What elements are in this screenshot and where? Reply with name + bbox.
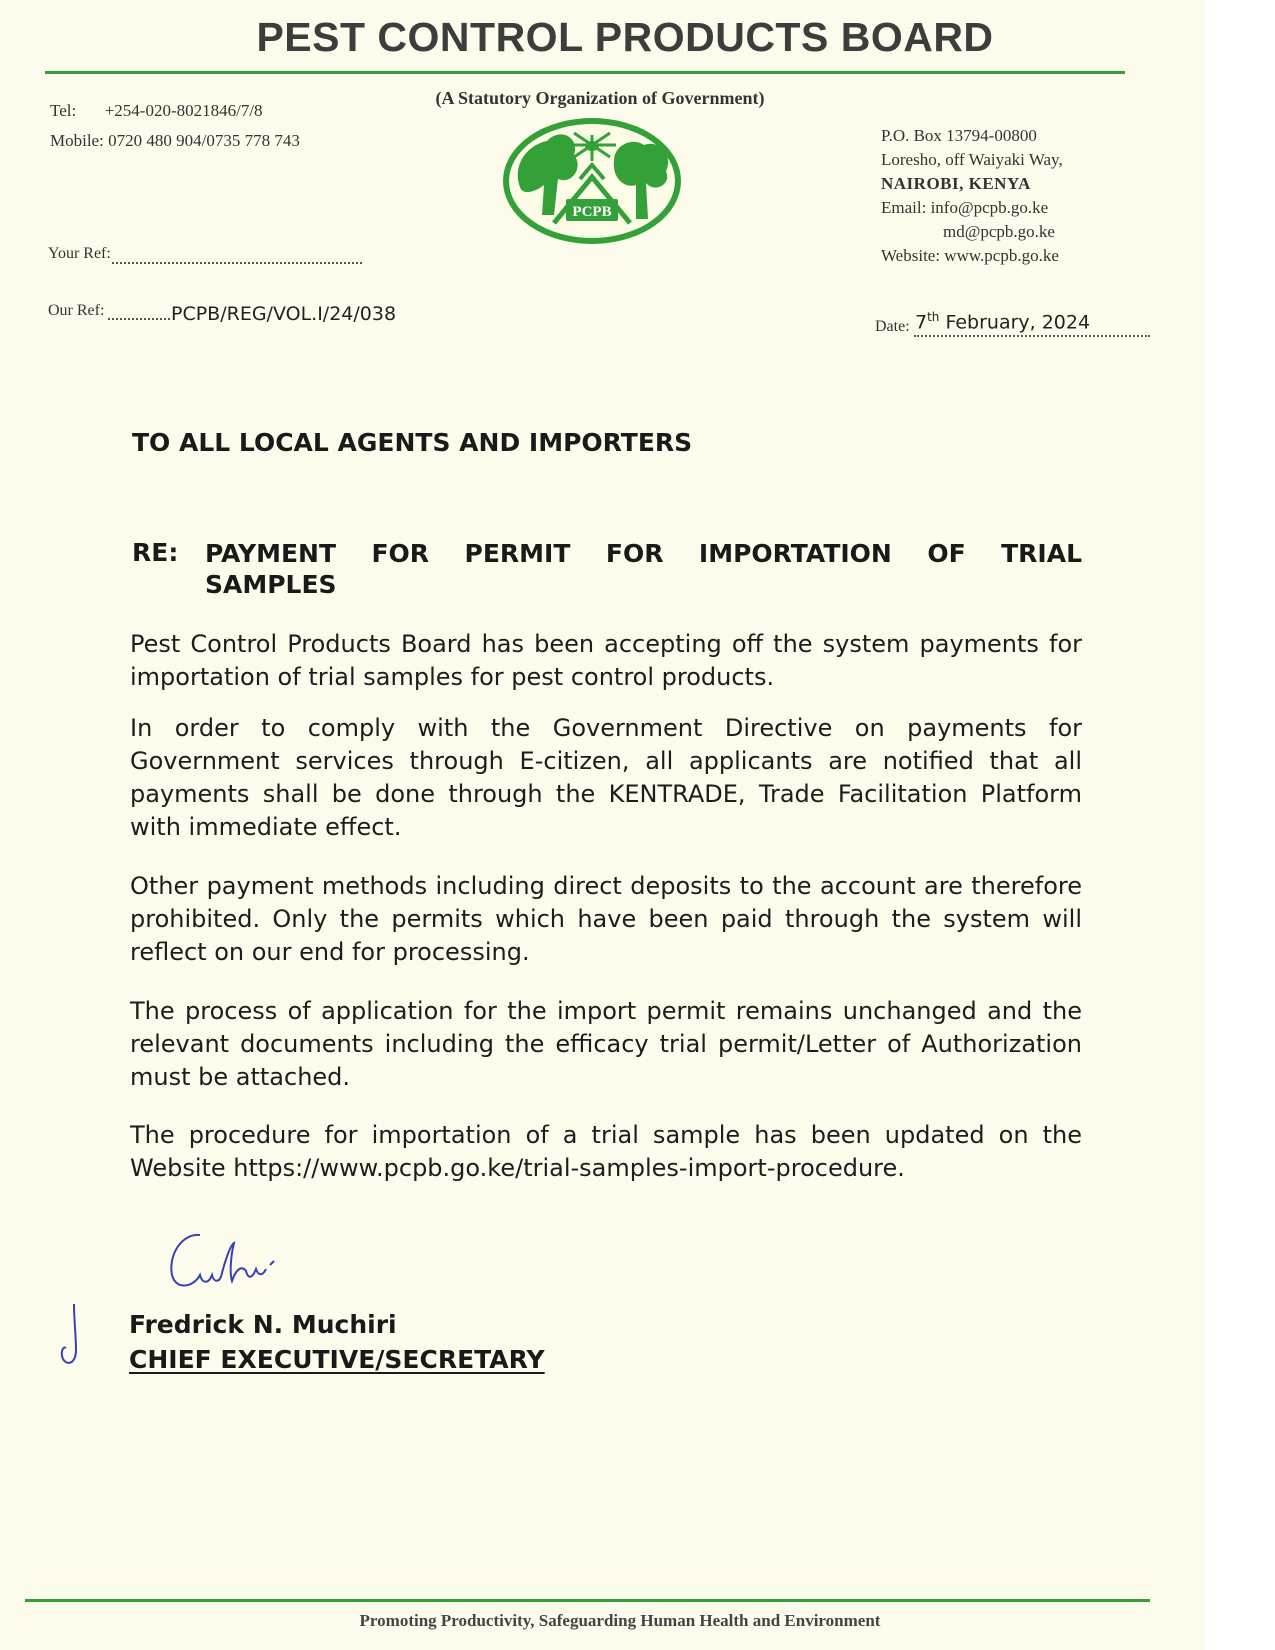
handwritten-signature — [160, 1225, 290, 1305]
mobile-value: 0720 480 904/0735 778 743 — [108, 131, 300, 150]
our-ref-dots — [108, 318, 170, 320]
initial-mark — [58, 1300, 88, 1370]
mobile-label: Mobile: — [50, 131, 104, 150]
paragraph-2: In order to comply with the Government Directive on payments for Government services through E-citizen, all applicants are notified that all payments shall be done through the KENTRADE, Trade Facilitation Platform with immediate effect. — [130, 714, 1082, 841]
subject-heading: PAYMENT FOR PERMIT FOR IMPORTATION OF TRIAL SAMPLES — [205, 539, 1082, 599]
city: NAIROBI, KENYA — [881, 174, 1031, 193]
date-rest: February, 2024 — [939, 311, 1091, 334]
date-suffix: th — [927, 310, 940, 324]
email-2: md@pcpb.go.ke — [943, 222, 1055, 241]
our-ref-value: PCPB/REG/VOL.I/24/038 — [171, 303, 397, 325]
date-value — [915, 310, 1090, 333]
email-1: Email: info@pcpb.go.ke — [881, 198, 1049, 217]
street-address: Loresho, off Waiyaki Way, — [881, 150, 1063, 169]
re-label: RE: — [132, 538, 179, 567]
your-ref-dots — [112, 262, 362, 264]
footer-divider — [25, 1599, 1150, 1602]
pcpb-logo — [502, 115, 682, 247]
date-dots — [914, 335, 1150, 337]
paragraph-3: Other payment methods including direct deposits to the account are therefore prohibited. Only the permits which have been paid through the system will reflect on our end for processing. — [130, 872, 1082, 966]
tel-label: Tel: — [50, 101, 77, 120]
telephone-line — [50, 98, 263, 124]
organization-subtitle: (A Statutory Organization of Government) — [435, 88, 765, 108]
organization-name: PEST CONTROL PRODUCTS BOARD — [256, 14, 994, 60]
website: Website: www.pcpb.go.ke — [881, 246, 1059, 265]
tel-value: +254-020-8021846/7/8 — [104, 101, 263, 120]
postal-address-block — [881, 124, 1063, 268]
footer-tagline: Promoting Productivity, Safeguarding Human Health and Environment — [359, 1611, 881, 1630]
date-day: 7 — [915, 311, 928, 334]
header-divider — [45, 71, 1125, 74]
paragraph-4: The process of application for the import permit remains unchanged and the relevant documents including the efficacy trial permit/Letter of Authorization must be attached. — [130, 997, 1082, 1091]
po-box: P.O. Box 13794-00800 — [881, 126, 1037, 145]
our-ref-label: Our Ref: — [48, 302, 105, 319]
signer-name: Fredrick N. Muchiri — [129, 1310, 397, 1339]
addressee-heading: TO ALL LOCAL AGENTS AND IMPORTERS — [132, 428, 693, 457]
paragraph-1: Pest Control Products Board has been accepting off the system payments for importation of trial samples for pest control products. — [130, 630, 1082, 691]
logo-text: PCPB — [572, 204, 612, 220]
date-label: Date: — [875, 318, 910, 335]
signer-title: CHIEF EXECUTIVE/SECRETARY — [129, 1345, 545, 1374]
paragraph-5: The procedure for importation of a trial sample has been updated on the Website https://www.pcpb.go.ke/trial-samples-import-procedure. — [130, 1121, 1082, 1182]
your-ref-label: Your Ref: — [48, 245, 111, 262]
mobile-line — [50, 128, 300, 154]
